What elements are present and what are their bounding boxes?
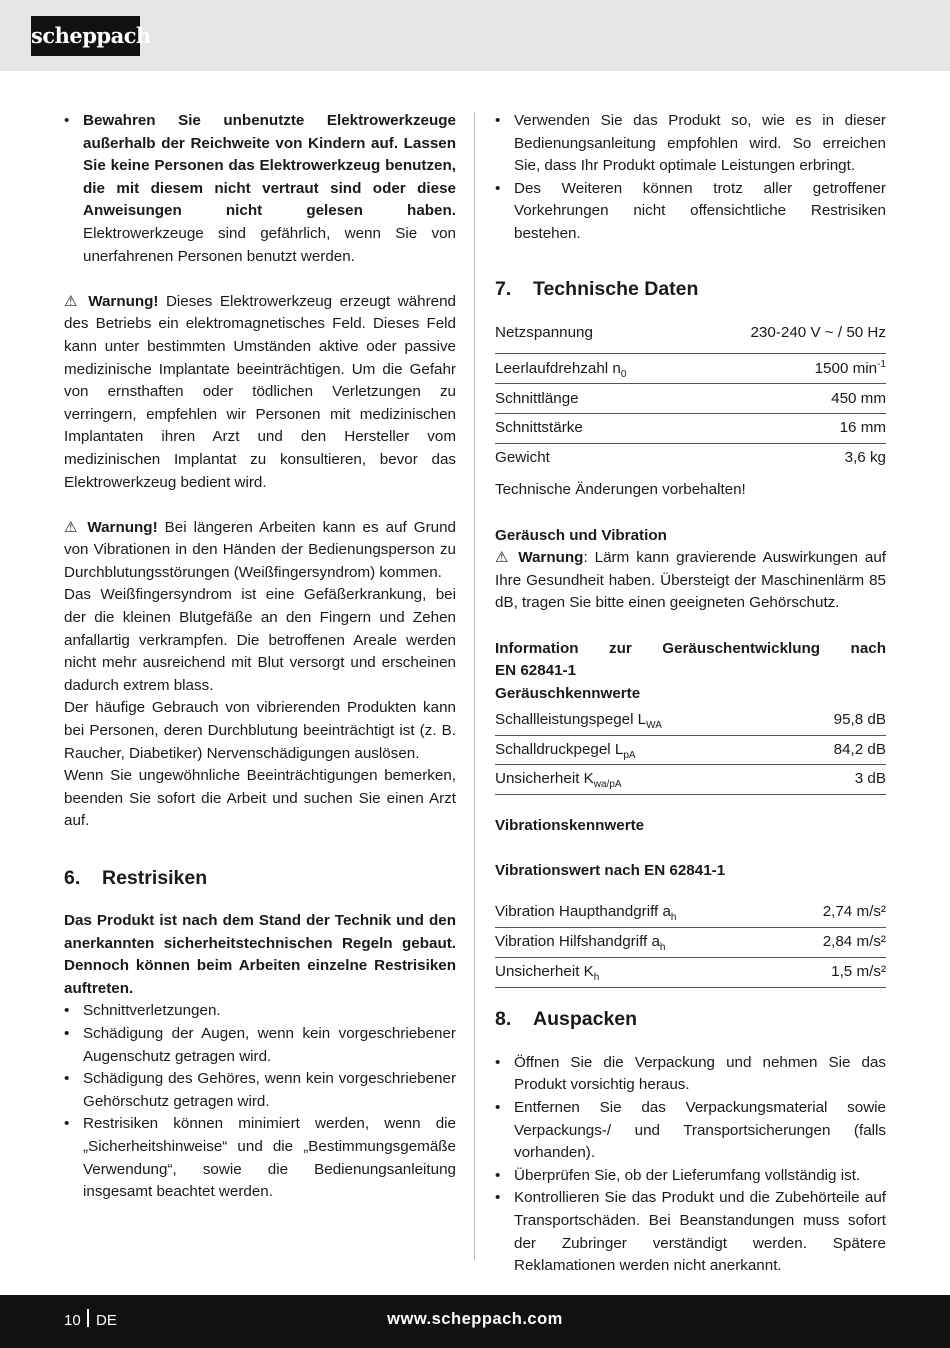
- usage-bullet-list: [495, 110, 886, 246]
- noise-heading: Geräusch und Vibration: [495, 526, 667, 544]
- noise-values-heading: Geräuschkennwerte: [495, 684, 641, 702]
- warning-emf: [64, 291, 456, 494]
- spec-value: 450 mm: [748, 384, 886, 414]
- tech-note: Technische Änderungen vorbehalten!: [495, 481, 746, 499]
- table-row: [495, 384, 886, 414]
- spec-label: Schallleistungspegel $L_{WA}$: [495, 705, 793, 735]
- info-heading: Information zur Geräuschentwicklung nach: [495, 639, 886, 657]
- spec-label: Gewicht: [495, 449, 550, 467]
- section-heading-restrisiken: [64, 865, 456, 891]
- restrisiken-list: [64, 1000, 456, 1203]
- list-item: • Überprüfen Sie, ob der Lieferumfang vollständig ist.: [495, 1165, 886, 1188]
- table-row: [495, 765, 886, 795]
- spec-label: Vibration Haupthandgriff $a_h$: [495, 898, 785, 928]
- spec-label: Vibration Hilfshandgriff $a_h$: [495, 928, 785, 958]
- table-row: [495, 898, 886, 928]
- warning-triangle-icon: ⚠: [64, 518, 81, 536]
- mains-voltage-row: [495, 322, 886, 345]
- table-row: [495, 705, 886, 735]
- warning-text: : Lärm kann gravierende Auswirkungen auf Ihre Gesundheit haben. Übersteigt der Maschinenlärm 85 dB, tragen Sie bitte einen geeigneten Gehörschutz.: [495, 549, 886, 612]
- spec-value: 2,84 m/s²: [785, 928, 886, 958]
- spec-label: Leerlaufdrehzahl $n_0$: [495, 354, 748, 384]
- page-header: [0, 0, 950, 71]
- spec-value: 2,74 m/s²: [785, 898, 886, 928]
- table-row: [495, 928, 886, 958]
- spec-value: 1,5 m/s²: [785, 958, 886, 988]
- list-item: • Entfernen Sie das Verpackungsmaterial sowie Verpackungs-/ und Transportsicherungen (falls vorhanden).: [495, 1097, 886, 1165]
- bullet-bold-text: Bewahren Sie unbenutzte Elektrowerkzeuge außerhalb der Reichweite von Kindern auf. Lassen Sie keine Personen das Elektrowerkzeug benutzen, die mit diesem nicht vertraut sind oder diese Anweisungen nicht gelesen haben.: [83, 112, 456, 220]
- table-row: [495, 735, 886, 765]
- list-item: • Öffnen Sie die Verpackung und nehmen Sie das Produkt vorsichtig heraus.: [495, 1052, 886, 1097]
- section-number: 8.: [495, 1007, 512, 1030]
- section-number: 7.: [495, 277, 512, 300]
- tech-data-table: [495, 354, 886, 473]
- section-heading-auspacken: [495, 1006, 886, 1032]
- vibration-table: [495, 898, 886, 988]
- column-divider: [474, 112, 475, 1260]
- table-row: [495, 958, 886, 988]
- vibration-sub-heading: Vibrationswert nach EN 62841-1: [495, 862, 726, 880]
- left-column: [64, 110, 456, 1204]
- warning-triangle-icon: ⚠: [64, 292, 81, 310]
- section-title: Auspacken: [533, 1007, 638, 1030]
- section-heading-technische-daten: [495, 276, 886, 302]
- spec-value: 84,2 dB: [793, 735, 886, 765]
- spec-value: 16 mm: [748, 414, 886, 444]
- section-number: 6.: [64, 867, 81, 889]
- spec-label: Schnittstärke: [495, 414, 748, 444]
- warning-label: Warnung!: [88, 292, 159, 310]
- spec-value: 1500 $\min^{-1}$: [748, 354, 886, 384]
- table-row: [495, 354, 886, 384]
- noise-table: [495, 705, 886, 795]
- list-item: • Schnittverletzungen.: [64, 1000, 456, 1023]
- list-item: • Schädigung der Augen, wenn kein vorgeschriebener Augenschutz getragen wird.: [64, 1023, 456, 1068]
- spec-label: Netzspannung: [495, 323, 593, 341]
- spec-label: Schalldruckpegel $L_{pA}$: [495, 735, 793, 765]
- paragraph: Das Weißfingersyndrom ist eine Gefäßerkrankung, bei der die kleinen Blutgefäße an den Fingern und Zehen anfallartig verkrampfen. Die betroffenen Areale werden nicht mehr ausreichend mit Blut versorgt und erscheinen dadurch extrem blass.: [64, 586, 456, 694]
- safety-bullet-list: [64, 110, 456, 268]
- restrisiken-intro: Das Produkt ist nach dem Stand der Technik und den anerkannten sicherheitstechnischen Regeln gebaut. Dennoch können beim Arbeiten einzelne Restrisiken auftreten.: [64, 912, 456, 997]
- spec-label: Unsicherheit $K_h$: [495, 958, 785, 988]
- paragraph: Wenn Sie ungewöhnliche Beeinträchtigungen bemerken, beenden Sie sofort die Arbeit und suchen Sie einen Arzt auf.: [64, 767, 456, 830]
- warning-label: Warnung: [518, 549, 584, 567]
- vibration-heading: Vibrationskennwerte: [495, 817, 645, 835]
- website-url: www.scheppach.com: [387, 1310, 563, 1328]
- warning-text: Dieses Elektrowerkzeug erzeugt während des Betriebs ein elektromagnetisches Feld. Dieses Feld kann unter bestimmten Umständen aktive oder passive medizinische Implantate beeinträchtigen. Um die Gefahr von ernsthaften oder tödlichen Verletzungen zu verringern, empfehlen wir Personen mit medizinischen Implantaten ihren Arzt und den Hersteller vom medizinischen Implantat zu konsultieren, bevor das Elektrowerkzeug bedient wird.: [64, 292, 456, 491]
- list-item: • Restrisiken können minimiert werden, wenn die „Sicherheitshinweise“ und die „Bestimmungsgemäße Verwendung“, sowie die Bedienungsanleitung insgesamt beachtet werden.: [64, 1113, 456, 1203]
- list-item: • Kontrollieren Sie das Produkt und die Zubehörteile auf Transportschäden. Bei Beanstandungen muss sofort der Zubringer verständigt werden. Spätere Reklamationen werden nicht anerkannt.: [495, 1187, 886, 1277]
- right-column: [495, 110, 886, 1278]
- table-row: [495, 444, 886, 474]
- list-item: • Des Weiteren können trotz aller getroffener Vorkehrungen nicht offensichtliche Restrisiken bestehen.: [495, 178, 886, 246]
- spec-value: 3,6 kg: [844, 449, 886, 467]
- warning-text: Bei längeren Arbeiten kann es auf Grund von Vibrationen in den Händen der Bedienungsperson zu Durchblutungsstörungen (Weißfingersyndrom) kommen.: [64, 518, 456, 581]
- warning-label: Warnung!: [87, 518, 158, 536]
- brand-logo: scheppach: [31, 16, 140, 56]
- language-code: DE: [96, 1312, 117, 1329]
- bullet-text: Elektrowerkzeuge sind gefährlich, wenn Sie von unerfahrenen Personen benutzt werden.: [83, 224, 456, 265]
- list-item: • Verwenden Sie das Produkt so, wie es in dieser Bedienungsanleitung empfohlen wird. So erreichen Sie, dass Ihr Produkt optimale Leistungen erbringt.: [495, 110, 886, 178]
- spec-value: 230-240 V ~ / 50 Hz: [750, 323, 886, 341]
- spec-value: 95,8 dB: [793, 705, 886, 735]
- spec-label: Schnittlänge: [495, 384, 748, 414]
- spec-label: Unsicherheit $K_{wa/pA}$: [495, 765, 793, 795]
- warning-vibration: [64, 517, 456, 585]
- info-standard: EN 62841-1: [495, 662, 577, 680]
- warning-triangle-icon: ⚠: [495, 549, 512, 567]
- page-number: 10: [64, 1312, 81, 1329]
- section-title: Technische Daten: [533, 277, 699, 300]
- table-row: [495, 414, 886, 444]
- page-footer: [0, 1295, 950, 1348]
- list-item: • Schädigung des Gehöres, wenn kein vorgeschriebener Gehörschutz getragen wird.: [64, 1068, 456, 1113]
- paragraph: Der häufige Gebrauch von vibrierenden Produkten kann bei Personen, deren Durchblutung beeinträchtigt ist (z. B. Raucher, Diabetiker) Nervenschädigungen auslösen.: [64, 699, 456, 762]
- section-title: Restrisiken: [102, 867, 208, 889]
- list-item: [64, 110, 456, 268]
- noise-warning: [495, 547, 886, 615]
- auspacken-list: [495, 1052, 886, 1278]
- spec-value: 3 dB: [793, 765, 886, 795]
